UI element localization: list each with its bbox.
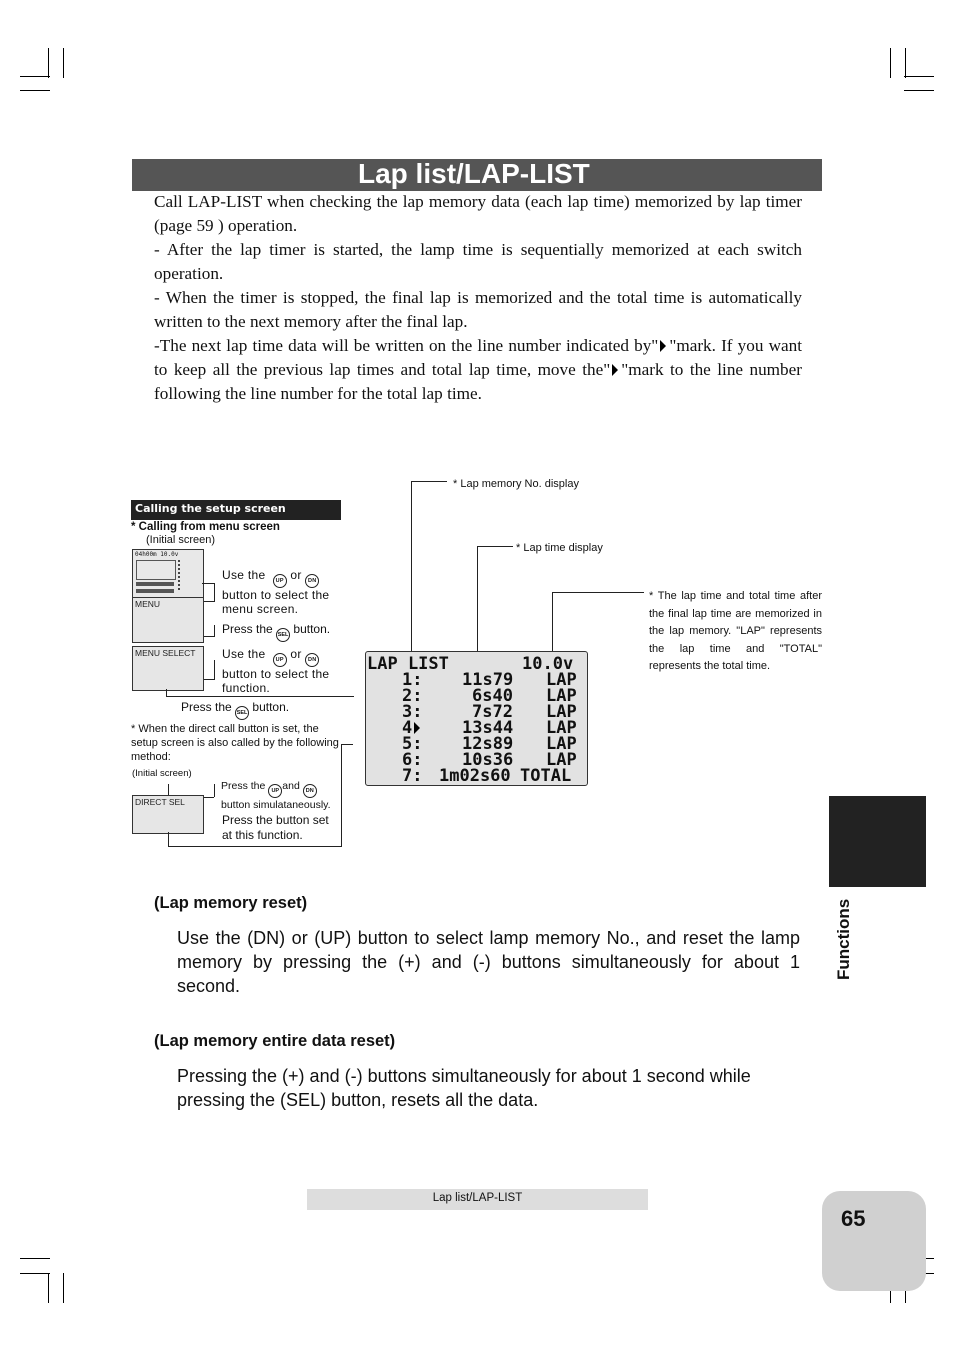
step-press-sel-2 — [181, 700, 289, 720]
lcd-voltage: 10.0v — [522, 654, 574, 674]
page-number: 65 — [841, 1206, 866, 1231]
side-tab-label: Functions — [834, 898, 853, 980]
dn-button-icon: DN — [305, 574, 319, 588]
lcd-lap-kind: LAP — [546, 670, 577, 690]
initial-screen-label-2: (Initial screen) — [132, 768, 192, 779]
lcd-lap-kind: LAP — [546, 702, 577, 722]
lcd-cursor-icon — [414, 722, 420, 734]
callout-line — [477, 546, 513, 547]
lap-memory-reset-heading: (Lap memory reset) — [154, 894, 308, 912]
lcd-lap-no: 7: — [402, 766, 423, 786]
lcd-lap-no: 2: — [402, 686, 423, 706]
crop-mark — [63, 1273, 64, 1303]
crop-mark — [890, 48, 891, 78]
lcd-lap-no: 4 — [402, 718, 413, 738]
crop-mark — [904, 90, 934, 91]
connector-line — [166, 696, 342, 697]
lcd-lap-time: 12s89 — [462, 734, 514, 754]
direct-call-note: * When the direct call button is set, the setup screen is also called by the following method: — [131, 723, 339, 763]
up-button-icon: UP — [273, 574, 287, 588]
section-tab-block — [829, 796, 926, 887]
lcd-lap-no: 3: — [402, 702, 423, 722]
step-text: Press the — [222, 622, 273, 636]
connector-line — [204, 636, 214, 637]
page-title: Lap list/LAP-LIST — [358, 158, 590, 189]
step-text: button. — [252, 700, 290, 714]
lap-memory-no-callout: * Lap memory No. display — [453, 478, 579, 490]
entire-reset-heading: (Lap memory entire data reset) — [154, 1032, 396, 1050]
callout-line — [411, 481, 447, 482]
crop-mark — [20, 76, 50, 77]
lcd-lap-kind: LAP — [546, 686, 577, 706]
lcd-lap-time: 6s40 — [472, 686, 513, 706]
sel-button-icon: SEL — [235, 706, 249, 720]
lcd-row — [366, 768, 587, 784]
lap-memory-reset-text: Use the (DN) or (UP) button to select lamp memory No., and reset the lamp memory by pressing the (+) and (-) buttons simultaneously for about 1 second. — [177, 928, 800, 996]
step-select-menu — [222, 568, 340, 616]
dn-button-icon: DN — [303, 784, 317, 798]
lcd-lap-time: 11s79 — [462, 670, 514, 690]
connector-line — [341, 744, 342, 847]
cursor-triangle-icon — [660, 340, 666, 352]
intro-fragment: -The next lap time data will be written on the line number indicated by" — [154, 336, 659, 355]
menu-screen-label: MENU — [135, 599, 161, 609]
intro-paragraph — [154, 334, 802, 406]
total-time-callout: * The lap time and total time after the final lap time are memorized in the lap memory. "LAP" represents the lap time and "TOTAL" represents the total time. — [649, 590, 822, 672]
connector-line — [214, 784, 215, 797]
intro-fragment: "mark to the line number following the line number for the total lap time. — [154, 360, 802, 403]
connector-line — [204, 601, 214, 602]
lcd-lap-kind: LAP — [546, 734, 577, 754]
connector-line — [204, 797, 214, 798]
crop-mark — [48, 1273, 49, 1303]
initial-screen-label: (Initial screen) — [146, 534, 216, 546]
connector-line — [214, 583, 215, 602]
crop-mark — [904, 76, 934, 77]
direct-sel-box — [132, 795, 204, 834]
connector-line — [168, 784, 169, 795]
menu-screen-box — [132, 597, 204, 643]
menu-select-box — [132, 646, 204, 691]
up-button-icon: UP — [268, 784, 282, 798]
entire-reset-text: Pressing the (+) and (-) buttons simultaneously for about 1 second while pressing the (SEL) button, resets all the data. — [177, 1066, 751, 1110]
lcd-lap-time: 10s36 — [462, 750, 514, 770]
lcd-lap-kind: LAP — [546, 750, 577, 770]
connector-line — [214, 660, 215, 680]
step-text: or — [290, 647, 302, 661]
lcd-lap-time: 1m02s60 — [439, 766, 511, 786]
step-text: button simulataneously. — [221, 799, 331, 811]
callout-line — [477, 546, 478, 668]
crop-mark — [63, 48, 64, 78]
up-button-icon: UP — [273, 653, 287, 667]
connector-line — [202, 583, 214, 584]
crop-mark — [20, 1273, 50, 1274]
lcd-lap-time: 13s44 — [462, 718, 514, 738]
thumbnail-graphic — [136, 582, 174, 586]
lcd-lap-no: 1: — [402, 670, 423, 690]
step-press-button-set: Press the button set at this function. — [222, 813, 329, 842]
lcd-lap-kind: TOTAL — [520, 766, 572, 786]
lap-list-lcd — [365, 651, 588, 786]
crop-mark — [905, 48, 906, 78]
calling-from-menu: * Calling from menu screen — [131, 521, 280, 533]
step-text: or — [290, 568, 302, 582]
dn-button-icon: DN — [305, 653, 319, 667]
step-text: Press the — [181, 700, 232, 714]
cursor-triangle-icon — [612, 364, 618, 376]
setup-header: Calling the setup screen — [135, 502, 286, 515]
intro-text — [154, 190, 802, 406]
lcd-lap-no: 5: — [402, 734, 423, 754]
step-select-function — [222, 647, 340, 695]
connector-line — [168, 846, 341, 847]
intro-paragraph: - When the timer is stopped, the final lap is memorized and the total time is automatically written to the next memory after the final lap. — [154, 288, 802, 331]
page-number-box — [822, 1191, 926, 1291]
crop-mark — [20, 1258, 50, 1259]
callout-line — [411, 481, 412, 669]
menu-select-label: MENU SELECT — [135, 648, 196, 658]
connector-line — [214, 625, 215, 637]
step-text: button. — [293, 622, 331, 636]
lcd-lap-time: 7s72 — [472, 702, 513, 722]
direct-sel-label: DIRECT SEL — [135, 797, 185, 807]
step-text: and — [282, 780, 300, 792]
step-text: Press the — [221, 780, 266, 792]
crop-mark — [20, 90, 50, 91]
intro-paragraph: - After the lap timer is started, the lamp time is sequentially memorized at each switch operation. — [154, 240, 802, 283]
callout-line — [552, 592, 644, 593]
sel-button-icon: SEL — [276, 628, 290, 642]
thumbnail-graphic — [178, 560, 200, 590]
lap-time-callout: * Lap time display — [516, 542, 603, 554]
intro-paragraph: Call LAP-LIST when checking the lap memory data (each lap time) memorized by lap timer (page 59 ) operation. — [154, 192, 802, 235]
connector-arrow-line — [342, 696, 354, 697]
crop-mark — [48, 48, 49, 78]
thumbnail-graphic — [136, 560, 176, 580]
initial-screen-thumbnail — [132, 549, 204, 599]
connector-line — [204, 679, 214, 680]
connector-line — [168, 832, 169, 846]
footer-label: Lap list/LAP-LIST — [432, 1192, 523, 1204]
thumbnail-graphic — [136, 589, 174, 593]
lcd-header-title: LAP LIST — [367, 654, 449, 674]
step-press-up-dn — [221, 779, 343, 812]
step-text: button to select the menu screen. — [222, 588, 330, 616]
lcd-lap-no: 6: — [402, 750, 423, 770]
step-text: Use the — [222, 647, 266, 661]
thumbnail-text: 04h00m 10.0v — [135, 551, 179, 558]
step-text: Use the — [222, 568, 266, 582]
connector-arrow-line — [341, 744, 353, 745]
step-text: button to select the function. — [222, 667, 330, 695]
intro-fragment: "mark. If you want to keep all the previous lap times and total lap time, move the" — [154, 336, 802, 379]
step-press-sel — [222, 622, 330, 642]
lcd-lap-kind: LAP — [546, 718, 577, 738]
